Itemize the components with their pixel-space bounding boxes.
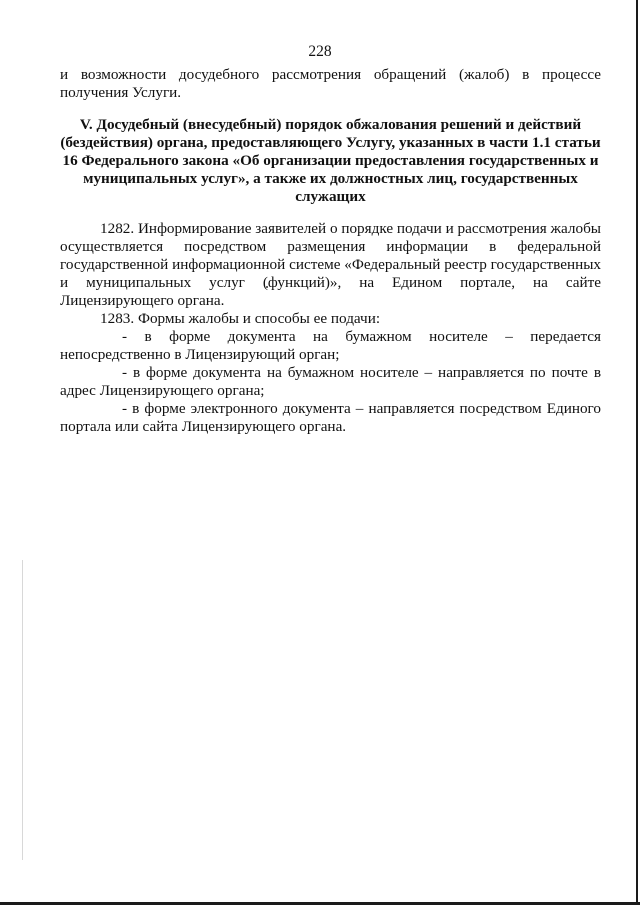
section-heading: V. Досудебный (внесудебный) порядок обжалования решений и действий (бездействия) органа, предоставляющего Услугу, указанных в части 1.1 статьи 16 Федерального закона «Об организации предоставления государственных и муниципальных услуг», а также их должностных лиц, государственных служащих bbox=[60, 116, 601, 205]
scan-edge-left bbox=[22, 560, 23, 860]
list-item: - в форме документа на бумажном носителе – передается непосредственно в Лицензирующий орган; bbox=[60, 328, 601, 363]
continuation-paragraph: и возможности досудебного рассмотрения обращений (жалоб) в процессе получения Услуги. bbox=[60, 66, 601, 101]
list-item: - в форме электронного документа – направляется посредством Единого портала или сайта Лицензирующего органа. bbox=[60, 400, 601, 435]
paragraph-1282: 1282. Информирование заявителей о порядке подачи и рассмотрения жалобы осуществляется посредством размещения информации в федеральной государственной информационной системе «Федеральный реестр государственных и муниципальных услуг (функций)», на Едином портале, на сайте Лицензирующего органа. bbox=[60, 220, 602, 309]
list-item: - в форме документа на бумажном носителе – направляется по почте в адрес Лицензирующего органа; bbox=[60, 364, 601, 399]
paragraph-1283-intro: 1283. Формы жалобы и способы ее подачи: bbox=[100, 310, 381, 327]
document-body bbox=[60, 66, 601, 436]
scan-edge-right bbox=[636, 0, 638, 905]
page-number: 228 bbox=[308, 43, 332, 60]
